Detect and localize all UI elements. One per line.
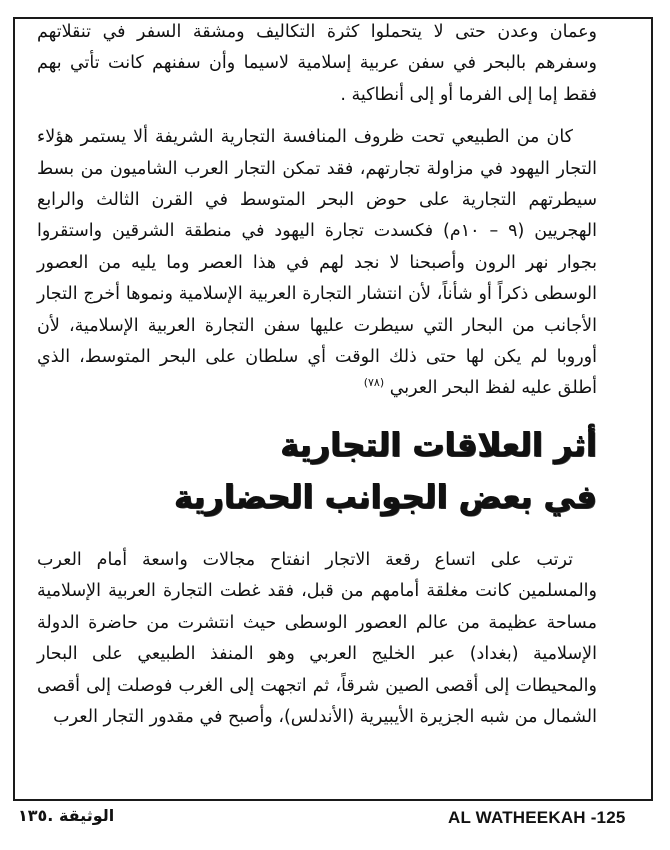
paragraph-2 [37, 122, 597, 405]
footer-journal-name-arabic: الوثيقة .١٣٥ [18, 806, 115, 825]
footer-journal-name: AL WATHEEKAH -125 [448, 808, 626, 827]
section-heading-line-2: في بعض الجوانب الحضارية [174, 477, 597, 516]
paragraph-2-text: كان من الطبيعي تحت ظروف المنافسة التجارية الشريفة ألا يستمر هؤلاء التجار اليهود في مزاولة تجارتهم، فقد تمكن التجار العرب الشاميون من بسط سيطرتهم التجارية على حوض البحر المتوسط في القرن الثالث والرابع الهجريين (٩ – ١٠م) فكسدت تجارة اليهود في منطقة الشرقين واستقروا بجوار نهر الرون وأصبحنا لا نجد لهم في هذا العصر وما يليه من العصور الوسطى ذكراً أو شأناً، لأن انتشار التجارة العربية الإسلامية ونموها أخرج التجار الأجانب من البحار التي سيطرت عليها سفن التجارة العربية الإسلامية، لأن أوروبا لم يكن لها حتى ذلك الوقت أي سلطان على البحر المتوسط، الذي أطلق عليه لفظ البحر العربي [37, 127, 597, 399]
paragraph-3: ترتب على اتساع رقعة الاتجار انفتاح مجالات واسعة أمام العرب والمسلمين كانت مغلقة أمامهم من قبل، فقد غطت التجارة العربية الإسلامية مساحة عظيمة من عالم العصور الوسطى حيث انتشرت من حاضرة الدولة الإسلامية (بغداد) عبر الخليج العربي وهو المنفذ الطبيعي على البحار والمحيطات إلى أقصى الصين شرقاً، ثم اتجهت إلى الغرب فوصلت إلى أقصى الشمال من شبه الجزيرة الأيبيرية (الأندلس)، وأصبح في مقدور التجار العرب [37, 549, 597, 727]
paragraph-1: وعمان وعدن حتى لا يتحملوا كثرة التكاليف ومشقة السفر في تنقلاتهم وسفرهم بالبحر في سفن عربية إسلامية لاسيما وأن سفنهم كانت تأتي بهم فقط إما إلى الفرما أو إلى أنطاكية . [37, 22, 597, 105]
page-content [37, 17, 597, 733]
section-heading-line-1: أثر العلاقات التجارية [280, 425, 597, 464]
footnote-ref: (٧٨) [363, 376, 385, 390]
